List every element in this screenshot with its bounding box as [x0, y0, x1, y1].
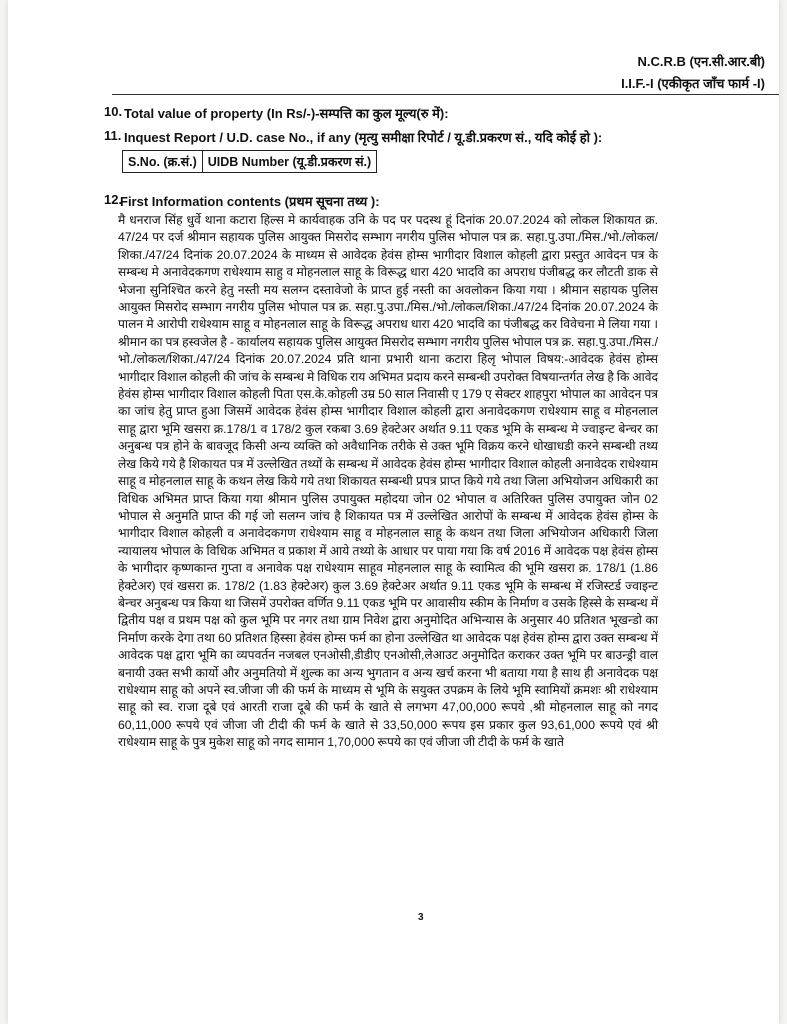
table-row [123, 151, 377, 173]
section-10-title: Total value of property (In Rs/-)-सम्पत्ति का कुल मूल्य(रु में): [124, 106, 449, 121]
header-form-title: I.I.F.-I (एकीकृत जाँच फार्म -I) [621, 76, 765, 91]
section-11-number: 11. [104, 128, 122, 143]
inquest-table [122, 150, 377, 173]
section-12-number: 12. [104, 192, 123, 207]
section-10-number: 10. [104, 104, 123, 119]
table-header-sno: S.No. (क्र.सं.) [123, 151, 203, 173]
page-number: 3 [418, 912, 424, 923]
table-header-uidb: UIDB Number (यू.डी.प्रकरण सं.) [202, 151, 376, 173]
section-12-title: First Information contents (प्रथम सूचना तथ्य ): [120, 194, 380, 209]
first-information-body: मै धनराज सिंह धुर्वे थाना कटारा हिल्स मे कार्यवाहक उनि के पद पर पदस्थ हूं दिनांक 20.07.2024 को लोकल शिकायत क्र. 47/24 पर दर्ज श्रीमान सहायक पुलिस आयुक्त मिसरोद सम्भाग नगरीय पुलिस भोपाल पत्र क्र. सहा.पु.उपा./मिस./भो./लोकल/शिका./47/24 दिनांक 20.07.2024 के माध्यम से आवेदक हेवंस होम्स भागीदार विशाल कोहली द्वारा प्रस्तुत आवेदन पत्र के सम्बन्ध मे अनावेदकगण राधेश्याम साहु व मोहनलाल साहू के विरूद्ध धारा 420 भादवि का अपराध पंजीबद्ध कर लौटती डाक से भेजना सुनिश्चित करने हेतु नस्ती मय सलग्न दस्तावेजो के प्राप्त हुई नस्ती का अवलोकन किया गया । श्रीमान सहायक पुलिस आयुक्त मिसरोद सम्भाग नगरीय पुलिस भोपाल पत्र क्र. सहा.पु.उपा./मिस./भो./लोकल/शिका./47/24 दिनांक 20.07.2024 के पालन मे आरोपी राधेश्याम साहू व मोहनलाल साहू के विरूद्ध अपराध धारा 420 भादवि का पंजीबद्ध कर विवेचना मे लिया गया । श्रीमान का पत्र हस्वजेल है - कार्यालय सहायक पुलिस आयुक्त मिसरोद सम्भाग नगरीय पुलिस भोपाल पत्र क्र. सहा.पु.उपा./मिस./भो./लोकल/शिका./47/24 दिनांक 20.07.2024 प्रति थाना प्रभारी थाना कटारा हिलृ भोपाल विषय:-आवेदक हेवंस होम्स भागीदार विशाल कोहली की जांच के सम्बन्ध मे विधिक राय अभिमत प्रदाय करने सम्बन्धी उपरोक्त विषयान्तर्गत लेख है कि आवेद हेवंस होम्स भागीदार विशाल कोहली पिता एस.के.कोहली उम्र 50 साल निवासी ए 179 ए सेक्टर शाहपुरा भोपाल का आवेदन पत्र का जांच हेतु प्राप्त हुआ जिसमें आवेदक हेवंस होम्स भागीदार विशाल कोहली द्वारा अनावेदकगण राधेश्याम साहू व मोहनलाल साहू द्वारा भूमि खसरा क्र.178/1 व 178/2 कुल रकबा 3.69 हेक्टेअर अर्थात 9.11 एकड भूमि के सम्बन्ध मे ज्वाइन्ट बेन्चर का अनुबन्ध पत्र होने के बावजूद किसी अन्य व्यक्ति को अवैधानिक तरीके से उक्त भूमि विक्रय करने धोखाधडी करने सम्बन्धी तथ्य लेख किये गये है शिकायत पत्र में उल्लेखित तथ्यों के सम्बन्ध में आवेदक हेवंस होम्स भागीदार विशाल कोहली अनावेदक राधेश्याम साहू व मोहनलाल साहू के कथन लेख किये गये तथा शिकायत सम्बन्धी प्रपत्र प्राप्त किये गये तथा जिला अभियोजन अधिकारी का विधिक अभिमत प्राप्त किया गया श्रीमान पुलिस उपायुक्त महोदया जोन 02 भोपाल व अतिरिक्त पुलिस उपायुक्त जोन 02 भोपाल से अनुमति प्राप्त की गई जो सलग्न जांच है शिकायत पत्र में उल्लेखित आरोपों के सम्बन्ध में आवेदक हेवंस होम्स के भागीदार विशाल कोहली व अनावेदकगण राधेश्याम साहू व मोहनलाल साहू के कथन तथा जिला अभियोजन अधिकारी जिला न्यायालय भोपाल के विधिक अभिमत व प्रकाश में आये तथ्यो के आधार पर पाया गया कि वर्ष 2016 में आवेदक पक्ष हेवंस होम्स के भागीदार कृष्णकान्त गुप्ता व अनावेक पक्ष राधेश्याम साहूव मोहनलाल साहू के स्वामित्व की भूमि खसरा क्र. 178/1 (1.86 हेक्टेअर) एवं खसरा क्र. 178/2 (1.83 हेक्टेअर) कुल 3.69 हेक्टेअर अर्थात 9.11 एकड भूमि के सम्बन्ध में रजिस्टर्ड ज्वाइन्ट बेन्चर अनुबन्ध पत्र किया था जिसमें उपरोक्त वर्णित 9.11 एकड भूमि पर आवासीय स्कीम के निर्माण व उसके हिस्से के सम्बन्ध में द्वितीय पक्ष व प्रथम पक्ष को कुल भूमि पर नगर तथा ग्राम निवेश द्वारा अनुमोदित अभिन्यास के अनुसार 40 प्रतिशत भूखन्डो का निर्माण करके देगा तथा 60 प्रतिशत हिस्सा हेवंस होम्स फर्म का होना उल्लेखित था आवेदक पक्ष हेवंस होम्स द्वारा उक्त सम्बन्ध में आवेदक पक्ष द्वारा भूमि का व्यपवर्तन नजबल एनओसी,डीडीए एनओसी,लेआउट अनुमोदित कराकर उक्त भूमि पर बाउन्ड्री वाल बनायी उक्त सभी कार्यो और अनुमतियो में शुल्क का अन्य भुगतान व अन्य खर्च करना भी बताया गया है साथ ही अनावेदक पक्ष राधेश्याम साहू को अपने स्व.जीजा जी की फर्म के माध्यम से भूमि के सयुक्त उपक्रम के लिये भूमि स्वामियों क्रमशः श्री राधेश्याम साहू को स्व. राजा दूबे एवं आरती राजा दूबे की फर्म के खाते से लगभग 47,00,000 रूपये ,श्री मोहनलाल साहू को नगद 60,11,000 रूपये एवं जीजा जी टीदी की फर्म के खाते से 33,50,000 रूपय इस प्रकार कुल 93,61,000 रूपये एवं श्री राधेश्याम साहू के पुत्र मुकेश साहू को नगद सामान 1,70,000 रूपये का एवं जीजा जी टीदी के फर्म के खाते [118, 213, 658, 750]
header-ncrb: N.C.R.B (एन.सी.आर.बी) [637, 54, 765, 69]
header-divider [112, 94, 779, 95]
document-page [8, 0, 779, 1024]
section-11-title: Inquest Report / U.D. case No., if any (मृत्यु समीक्षा रिपोर्ट / यू.डी.प्रकरण सं., यदि कोई हो ): [124, 130, 603, 145]
